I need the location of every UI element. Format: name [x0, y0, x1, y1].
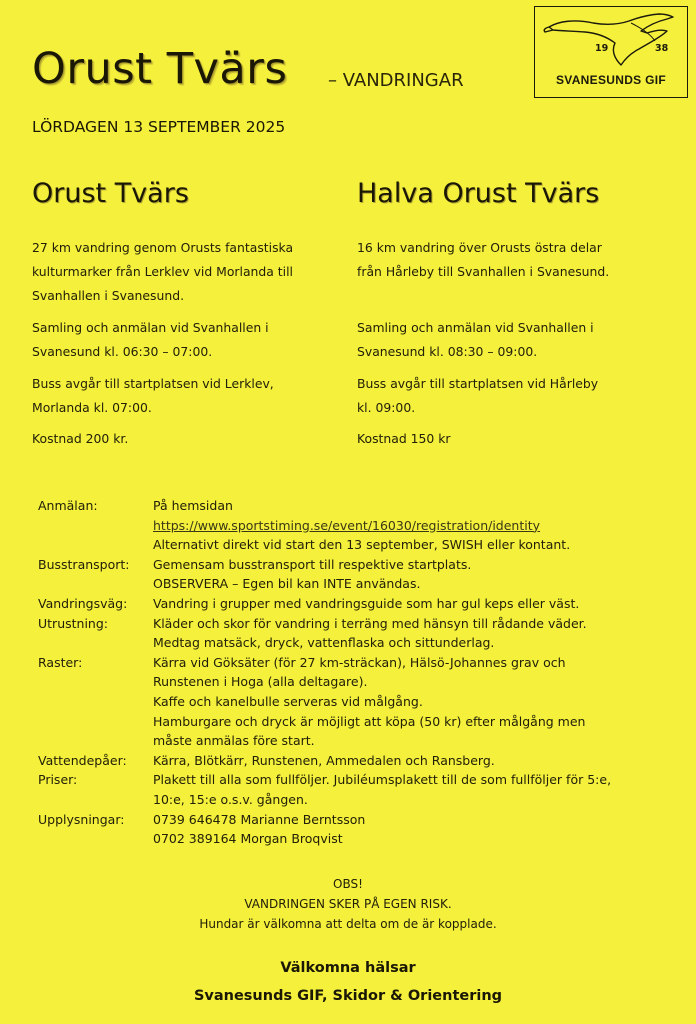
left-column-para-1 — [32, 236, 342, 308]
notice-line: Hundar är välkomna att delta om de är kopplade. — [199, 917, 497, 931]
left-column-cost — [32, 427, 342, 451]
text-line: 16 km vandring över Orusts östra delar — [357, 240, 602, 255]
right-column-para-2 — [357, 316, 677, 364]
info-text: Medtag matsäck, dryck, vattenflaska och sittunderlag. — [153, 635, 495, 651]
info-text: 0702 389164 Morgan Broqvist — [153, 831, 343, 847]
text-line: från Hårleby till Svanhallen i Svanesund. — [357, 264, 610, 279]
info-text: måste anmälas före start. — [153, 733, 315, 749]
info-label — [38, 516, 153, 536]
text-line: Svanesund kl. 06:30 – 07:00. — [32, 344, 213, 359]
welcome-footer — [0, 954, 696, 1010]
info-row-busstransport — [38, 555, 678, 594]
info-label: Vandringsväg: — [38, 595, 128, 611]
logo-club-name: SVANESUNDS GIF — [556, 73, 666, 87]
text-line: kl. 09:00. — [357, 400, 416, 415]
right-column-cost — [357, 427, 677, 451]
info-row-alternative — [38, 535, 678, 555]
club-logo — [534, 6, 688, 98]
info-text: Kärra vid Göksäter (för 27 km-sträckan), Hälsö-Johannes grav och — [153, 654, 566, 670]
text-line: 27 km vandring genom Orusts fantastiska — [32, 240, 294, 255]
left-column-heading: Orust Tvärs — [32, 178, 189, 209]
event-date: LÖRDAGEN 13 SEPTEMBER 2025 — [32, 118, 286, 136]
info-row-priser — [38, 770, 678, 809]
info-text: Gemensam busstransport till respektive startplats. — [153, 556, 472, 572]
info-text: Vandring i grupper med vandringsguide som har gul keps eller väst. — [153, 595, 580, 611]
info-row-utrustning — [38, 614, 678, 653]
registration-link[interactable]: https://www.sportstiming.se/event/16030/registration/identity — [153, 517, 541, 533]
info-text: Runstenen i Hoga (alla deltagare). — [153, 674, 368, 690]
text-line: Morlanda kl. 07:00. — [32, 400, 152, 415]
info-label: Upplysningar: — [38, 811, 125, 827]
info-text: Hamburgare och dryck är möjligt att köpa (50 kr) efter målgång men — [153, 713, 586, 729]
welcome-line: Svanesunds GIF, Skidor & Orientering — [193, 988, 503, 1004]
info-list — [38, 496, 678, 849]
info-row-link — [38, 516, 678, 536]
info-text: Kaffe och kanelbulle serveras vid målgång. — [153, 693, 423, 709]
info-text: Kärra, Blötkärr, Runstenen, Ammedalen och Ransberg. — [153, 752, 495, 768]
info-text: På hemsidan — [153, 498, 233, 513]
notice-line: OBS! — [333, 877, 363, 891]
info-text: Kläder och skor för vandring i terräng med hänsyn till rådande väder. — [153, 615, 587, 631]
page-title: Orust Tvärs — [32, 44, 288, 94]
text-line: Samling och anmälan vid Svanhallen i — [357, 320, 594, 335]
text-line: Svanesund kl. 08:30 – 09:00. — [357, 344, 538, 359]
info-text: OBSERVERA – Egen bil kan INTE användas. — [153, 576, 421, 592]
info-label: Busstransport: — [38, 556, 130, 572]
right-column-para-3 — [357, 372, 677, 420]
left-column-para-2 — [32, 316, 342, 364]
info-text: 10:e, 15:e o.s.v. gången. — [153, 791, 308, 807]
right-column-heading: Halva Orust Tvärs — [357, 178, 600, 209]
text-line: Svanhallen i Svanesund. — [32, 288, 185, 303]
text-line: Kostnad 200 kr. — [32, 431, 129, 446]
info-label — [38, 535, 153, 555]
info-row-raster — [38, 653, 678, 751]
page-subtitle: – VANDRINGAR — [328, 70, 464, 91]
info-row-upplysningar — [38, 810, 678, 849]
info-row-vandringsvag — [38, 594, 678, 614]
info-label: Anmälan: — [38, 498, 98, 513]
logo-year-left: 19 — [595, 43, 609, 54]
text-line: kulturmarker från Lerklev vid Morlanda till — [32, 264, 293, 279]
text-line: Samling och anmälan vid Svanhallen i — [32, 320, 269, 335]
logo-year-right: 38 — [655, 43, 669, 54]
text-line: Buss avgår till startplatsen vid Hårleby — [357, 376, 599, 391]
info-label: Priser: — [38, 772, 78, 788]
text-line: Kostnad 150 kr — [357, 431, 451, 446]
info-row-vattendepaer — [38, 751, 678, 771]
welcome-line: Välkomna hälsar — [280, 960, 416, 976]
info-label: Raster: — [38, 654, 83, 670]
info-label: Vattendepåer: — [38, 752, 127, 768]
left-column-para-3 — [32, 372, 342, 420]
notice-line: VANDRINGEN SKER PÅ EGEN RISK. — [244, 897, 452, 911]
notice — [0, 874, 696, 934]
info-text: Plakett till alla som fullföljer. Jubiléumsplakett till de som fullföljer för 5:e, — [153, 772, 612, 788]
right-column-para-1 — [357, 236, 677, 284]
info-label: Utrustning: — [38, 615, 108, 631]
info-text: 0739 646478 Marianne Berntsson — [153, 811, 366, 827]
info-text: Alternativt direkt vid start den 13 september, SWISH eller kontant. — [153, 537, 571, 553]
info-row-anmalan — [38, 496, 678, 516]
text-line: Buss avgår till startplatsen vid Lerklev, — [32, 376, 274, 391]
